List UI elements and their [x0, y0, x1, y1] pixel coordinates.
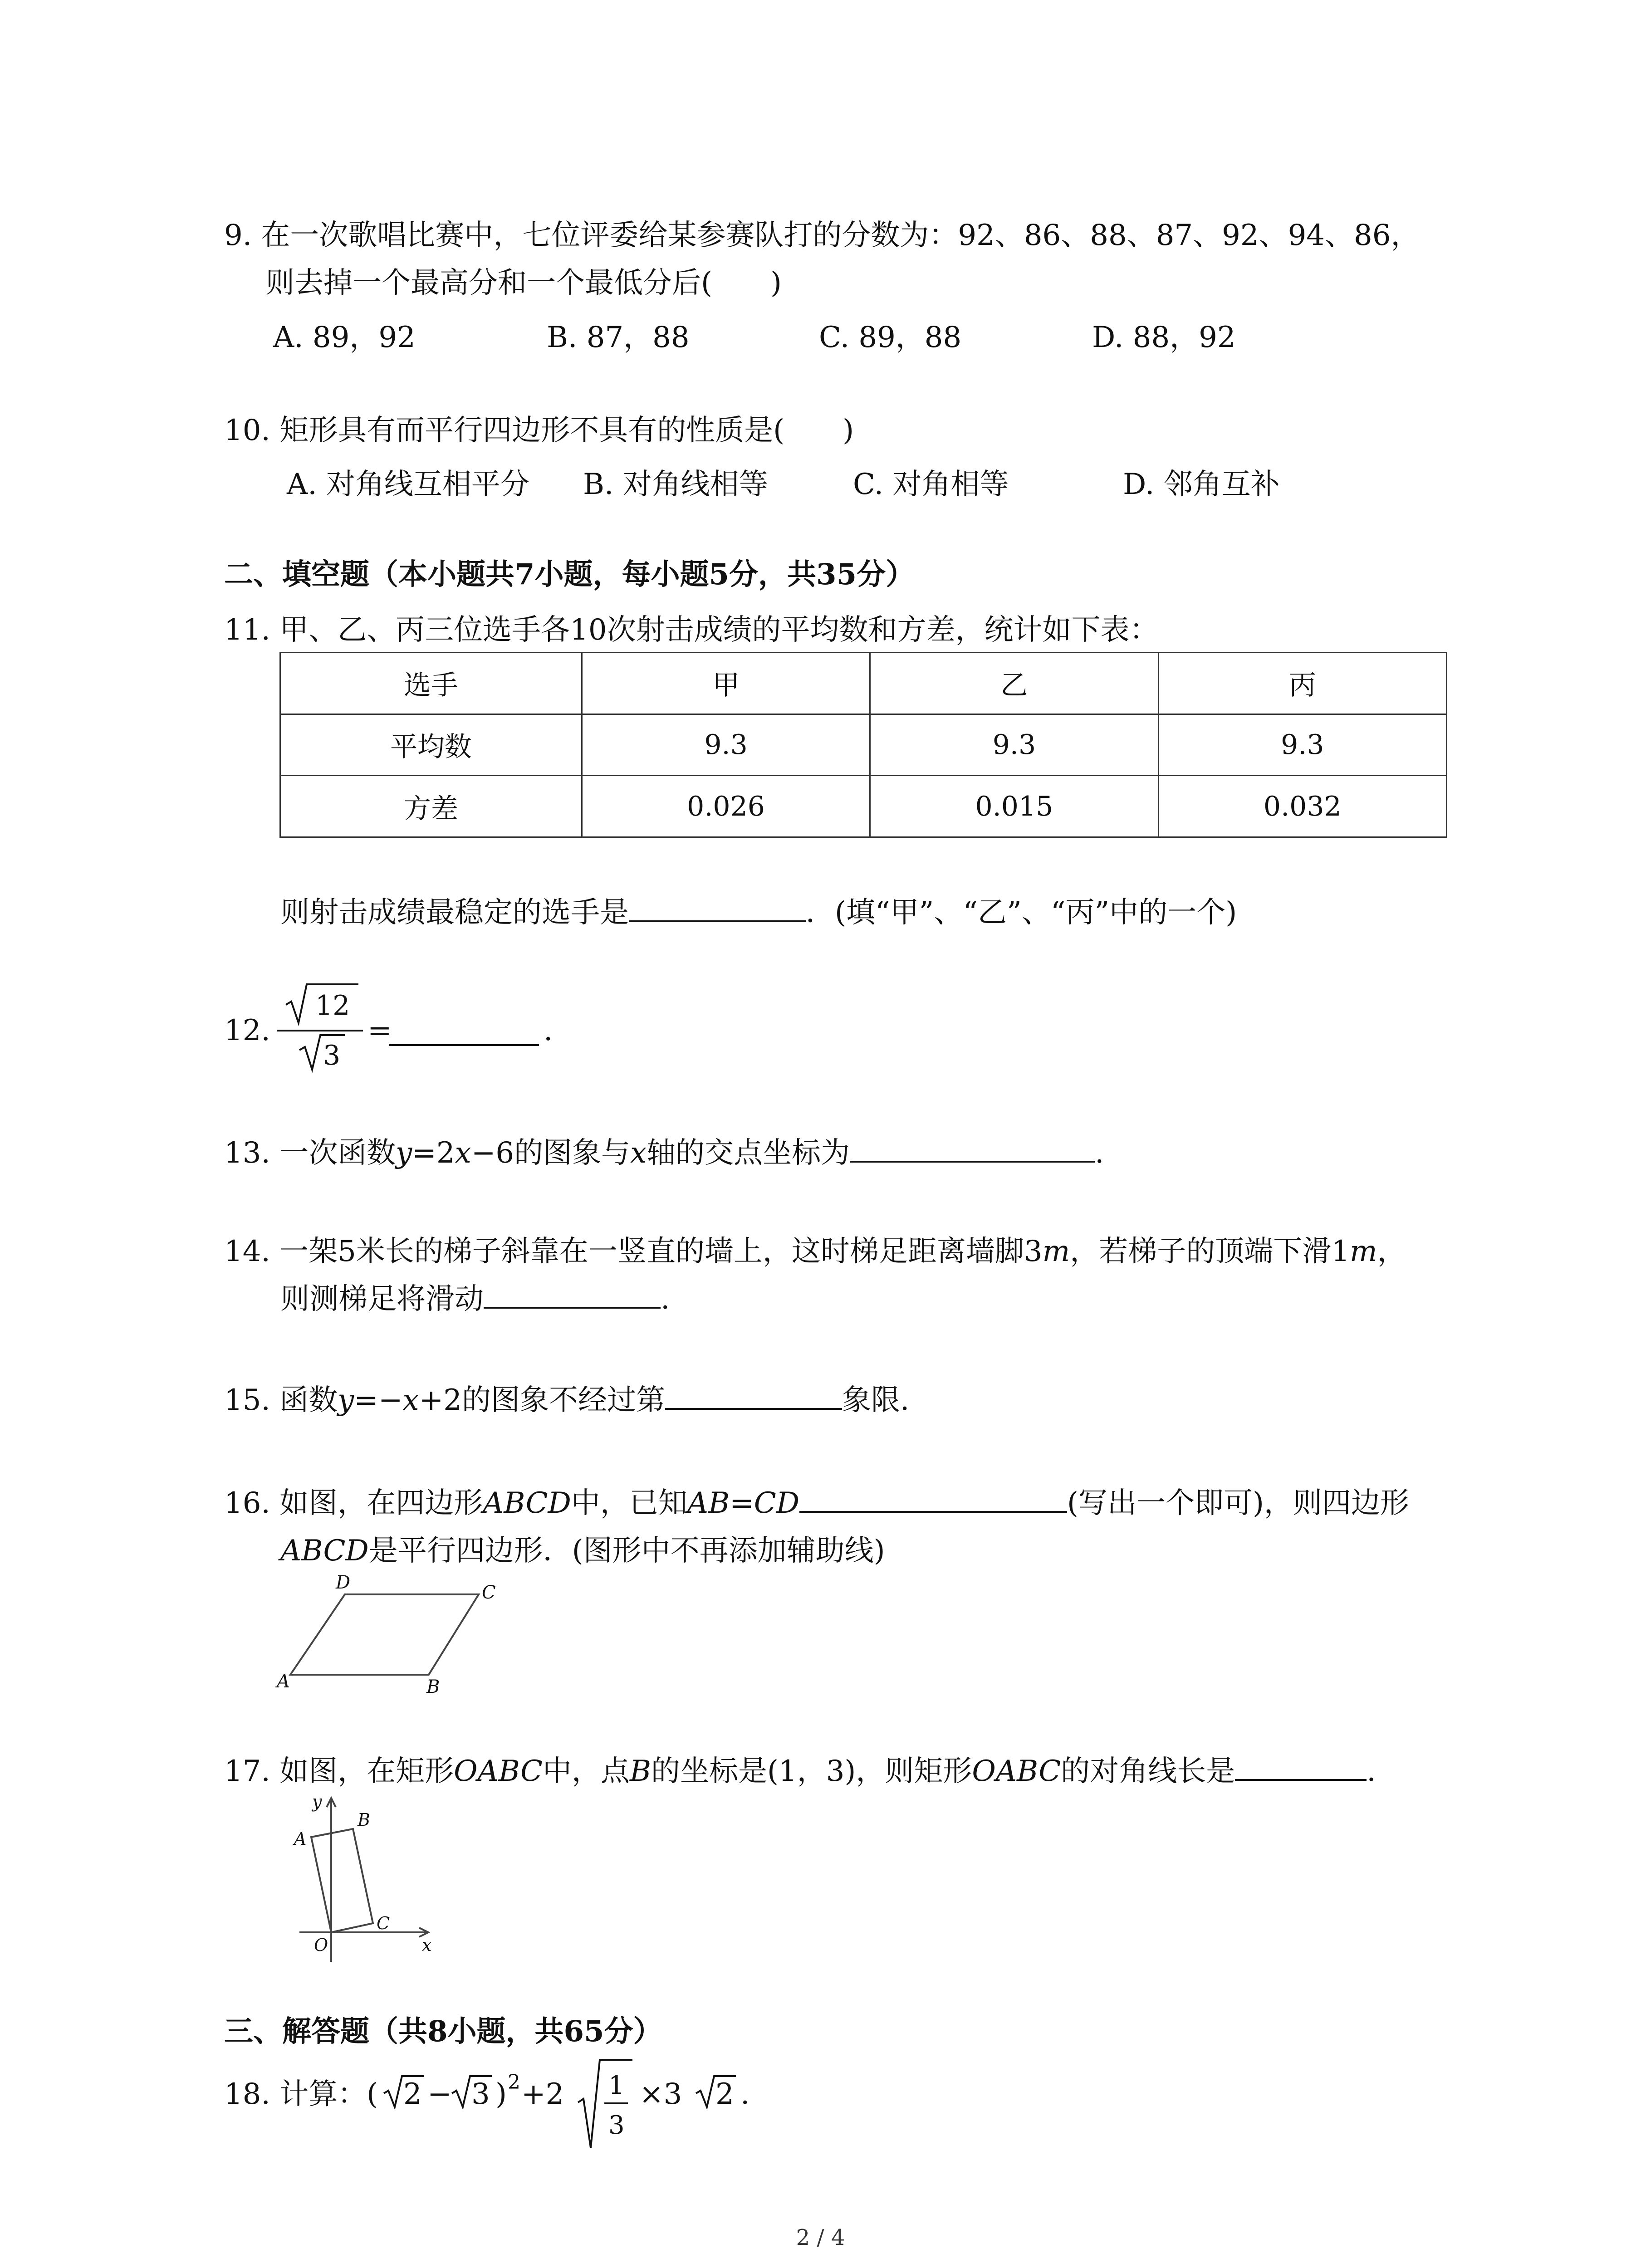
- q10-option-a: A. 对角线互相平分: [287, 468, 529, 501]
- q13-end: .: [1095, 1136, 1104, 1170]
- var-x: x: [402, 1383, 419, 1417]
- table-cell: 9.3: [582, 714, 870, 776]
- label-a: A: [294, 1829, 307, 1849]
- table-cell: 0.026: [582, 776, 870, 837]
- q12-denominator: 3: [323, 1040, 341, 1071]
- q14-line2: [280, 1282, 670, 1316]
- label-c: C: [377, 1913, 390, 1933]
- q16-text: 中，已知: [571, 1486, 687, 1520]
- label-b: B: [426, 1677, 440, 1697]
- q14-text: 14. 一架5米长的梯子斜靠在一竖直的墙上，这时梯足距离墙脚3: [224, 1235, 1043, 1268]
- parallelogram-figure: [272, 1574, 508, 1696]
- q14-text: 则测梯足将滑动: [280, 1282, 484, 1316]
- table-header-cell: 丙: [1158, 653, 1446, 714]
- var-y: y: [396, 1136, 412, 1170]
- q18-radicand: 2: [403, 2077, 422, 2111]
- q16-line2: [280, 1534, 885, 1568]
- answer-blank[interactable]: [665, 1405, 842, 1410]
- q10-line1: 10. 矩形具有而平行四边形不具有的性质是( ): [224, 414, 854, 447]
- q9-option-c: C. 89，88: [819, 321, 962, 354]
- q17-end: .: [1367, 1755, 1376, 1788]
- q18-expression: [224, 2053, 769, 2166]
- q12-equals: =: [367, 1014, 392, 1047]
- table-cell: 9.3: [870, 714, 1158, 776]
- answer-blank[interactable]: [1235, 1776, 1367, 1781]
- q11-line1: 11. 甲、乙、丙三位选手各10次射击成绩的平均数和方差，统计如下表：: [224, 613, 1159, 647]
- q11-tail-note: ．(填“甲”、“乙”、“丙”中的一个): [806, 896, 1237, 929]
- var-x: x: [630, 1136, 647, 1170]
- q16-text: 是平行四边形．(图形中不再添加辅助线): [368, 1534, 885, 1568]
- q14-text: ，: [1377, 1235, 1406, 1268]
- unit-m: m: [1349, 1235, 1377, 1268]
- table-cell: 9.3: [1158, 714, 1446, 776]
- section-2-heading: 二、填空题（本小题共7小题，每小题5分，共35分）: [224, 557, 915, 591]
- table-header-cell: 选手: [280, 653, 582, 714]
- q18-radicand: 2: [715, 2077, 734, 2111]
- table-cell: 平均数: [280, 714, 582, 776]
- q18-plus: +2: [521, 2077, 564, 2111]
- rectangle-coordinate-figure: [290, 1792, 445, 1964]
- q15-line: [224, 1383, 910, 1417]
- q13-text: 轴的交点坐标为: [647, 1136, 850, 1170]
- q12-end: .: [544, 1014, 553, 1047]
- q18-exponent: 2: [508, 2071, 520, 2094]
- q16-eq: =: [730, 1486, 754, 1520]
- table-header-cell: 乙: [870, 653, 1158, 714]
- q9-option-a: A. 89，92: [273, 321, 416, 354]
- quad-abcd: ABCD: [280, 1534, 369, 1568]
- q16-text: (写出一个即可)，则四边形: [1067, 1486, 1409, 1520]
- q10-option-c: C. 对角相等: [853, 468, 1009, 501]
- q9-line1: 9. 在一次歌唱比赛中，七位评委给某参赛队打的分数为：92、86、88、87、92、94、86，: [224, 219, 1420, 252]
- label-o: O: [314, 1935, 328, 1955]
- q12-number: 12.: [224, 1014, 270, 1047]
- label-c: C: [482, 1582, 496, 1603]
- answer-blank[interactable]: [389, 1044, 539, 1046]
- q9-line2: 则去掉一个最高分和一个最低分后( ): [265, 266, 782, 300]
- point-b: B: [630, 1755, 652, 1788]
- q12-numerator: 12: [315, 990, 350, 1022]
- segment-cd: CD: [754, 1486, 799, 1520]
- q18-paren: ): [495, 2077, 507, 2111]
- table-row: [280, 714, 1447, 776]
- parallelogram-shape: [272, 1574, 508, 1696]
- rect-oabc: OABC: [454, 1755, 543, 1788]
- q13-line: [224, 1136, 1104, 1170]
- table-cell: 0.015: [870, 776, 1158, 837]
- q14-end: .: [661, 1282, 670, 1316]
- unit-m: m: [1042, 1235, 1070, 1268]
- q18-times: ×3: [639, 2077, 682, 2111]
- q13-text: 13. 一次函数: [224, 1136, 396, 1170]
- label-y: y: [312, 1792, 322, 1812]
- q10-option-b: B. 对角线相等: [583, 468, 768, 501]
- label-d: D: [336, 1572, 351, 1593]
- q18-radicand: 3: [471, 2077, 490, 2111]
- table-cell: 方差: [280, 776, 582, 837]
- table-row: [280, 653, 1447, 714]
- answer-blank[interactable]: [799, 1508, 1067, 1513]
- q13-eq: =2: [412, 1136, 455, 1170]
- label-x: x: [422, 1935, 432, 1955]
- q11-tail-text: 则射击成绩最稳定的选手是: [280, 896, 629, 929]
- q17-line: [224, 1757, 1376, 1786]
- q17-text: 中，点: [543, 1755, 630, 1788]
- table-header-cell: 甲: [582, 653, 870, 714]
- section-3-heading: 三、解答题（共8小题，共65分）: [224, 2014, 662, 2048]
- rect-oabc: OABC: [972, 1755, 1061, 1788]
- q18-prefix: 18. 计算：(: [224, 2077, 378, 2111]
- q18-frac-denominator: 3: [608, 2111, 625, 2140]
- var-y: y: [338, 1383, 354, 1417]
- table-cell: 0.032: [1158, 776, 1446, 837]
- label-a: A: [277, 1671, 290, 1692]
- q18-end: .: [740, 2077, 750, 2111]
- q16-line1: [224, 1486, 1409, 1520]
- q17-text: 的对角线长是: [1061, 1755, 1235, 1788]
- q17-text: 的坐标是(1，3)，则矩形: [651, 1755, 972, 1788]
- q18-minus: −: [427, 2077, 452, 2111]
- q18-frac-numerator: 1: [608, 2071, 625, 2100]
- q17-text: 17. 如图，在矩形: [224, 1755, 454, 1788]
- q15-text: 象限.: [842, 1383, 910, 1417]
- q13-text: −6的图象与: [471, 1136, 631, 1170]
- quad-abcd: ABCD: [483, 1486, 571, 1520]
- q15-text: +2的图象不经过第: [419, 1383, 665, 1417]
- q9-option-b: B. 87，88: [547, 321, 690, 354]
- page-number: 2 / 4: [796, 2225, 845, 2250]
- label-b: B: [358, 1810, 370, 1830]
- var-x: x: [455, 1136, 471, 1170]
- q9-option-d: D. 88，92: [1092, 321, 1236, 354]
- q15-text: 15. 函数: [224, 1383, 338, 1417]
- table-row: [280, 776, 1447, 837]
- score-table: [279, 652, 1447, 838]
- q10-option-d: D. 邻角互补: [1123, 468, 1280, 501]
- q11-answer-line: [280, 898, 1237, 927]
- answer-blank[interactable]: [850, 1158, 1095, 1163]
- answer-blank[interactable]: [484, 1304, 661, 1309]
- answer-blank[interactable]: [629, 918, 806, 922]
- segment-ab: AB: [687, 1486, 730, 1520]
- q14-line1: [224, 1237, 1406, 1266]
- q16-text: 16. 如图，在四边形: [224, 1486, 483, 1520]
- q14-text: ，若梯子的顶端下滑1: [1070, 1235, 1350, 1268]
- q15-eq: =−: [354, 1383, 403, 1417]
